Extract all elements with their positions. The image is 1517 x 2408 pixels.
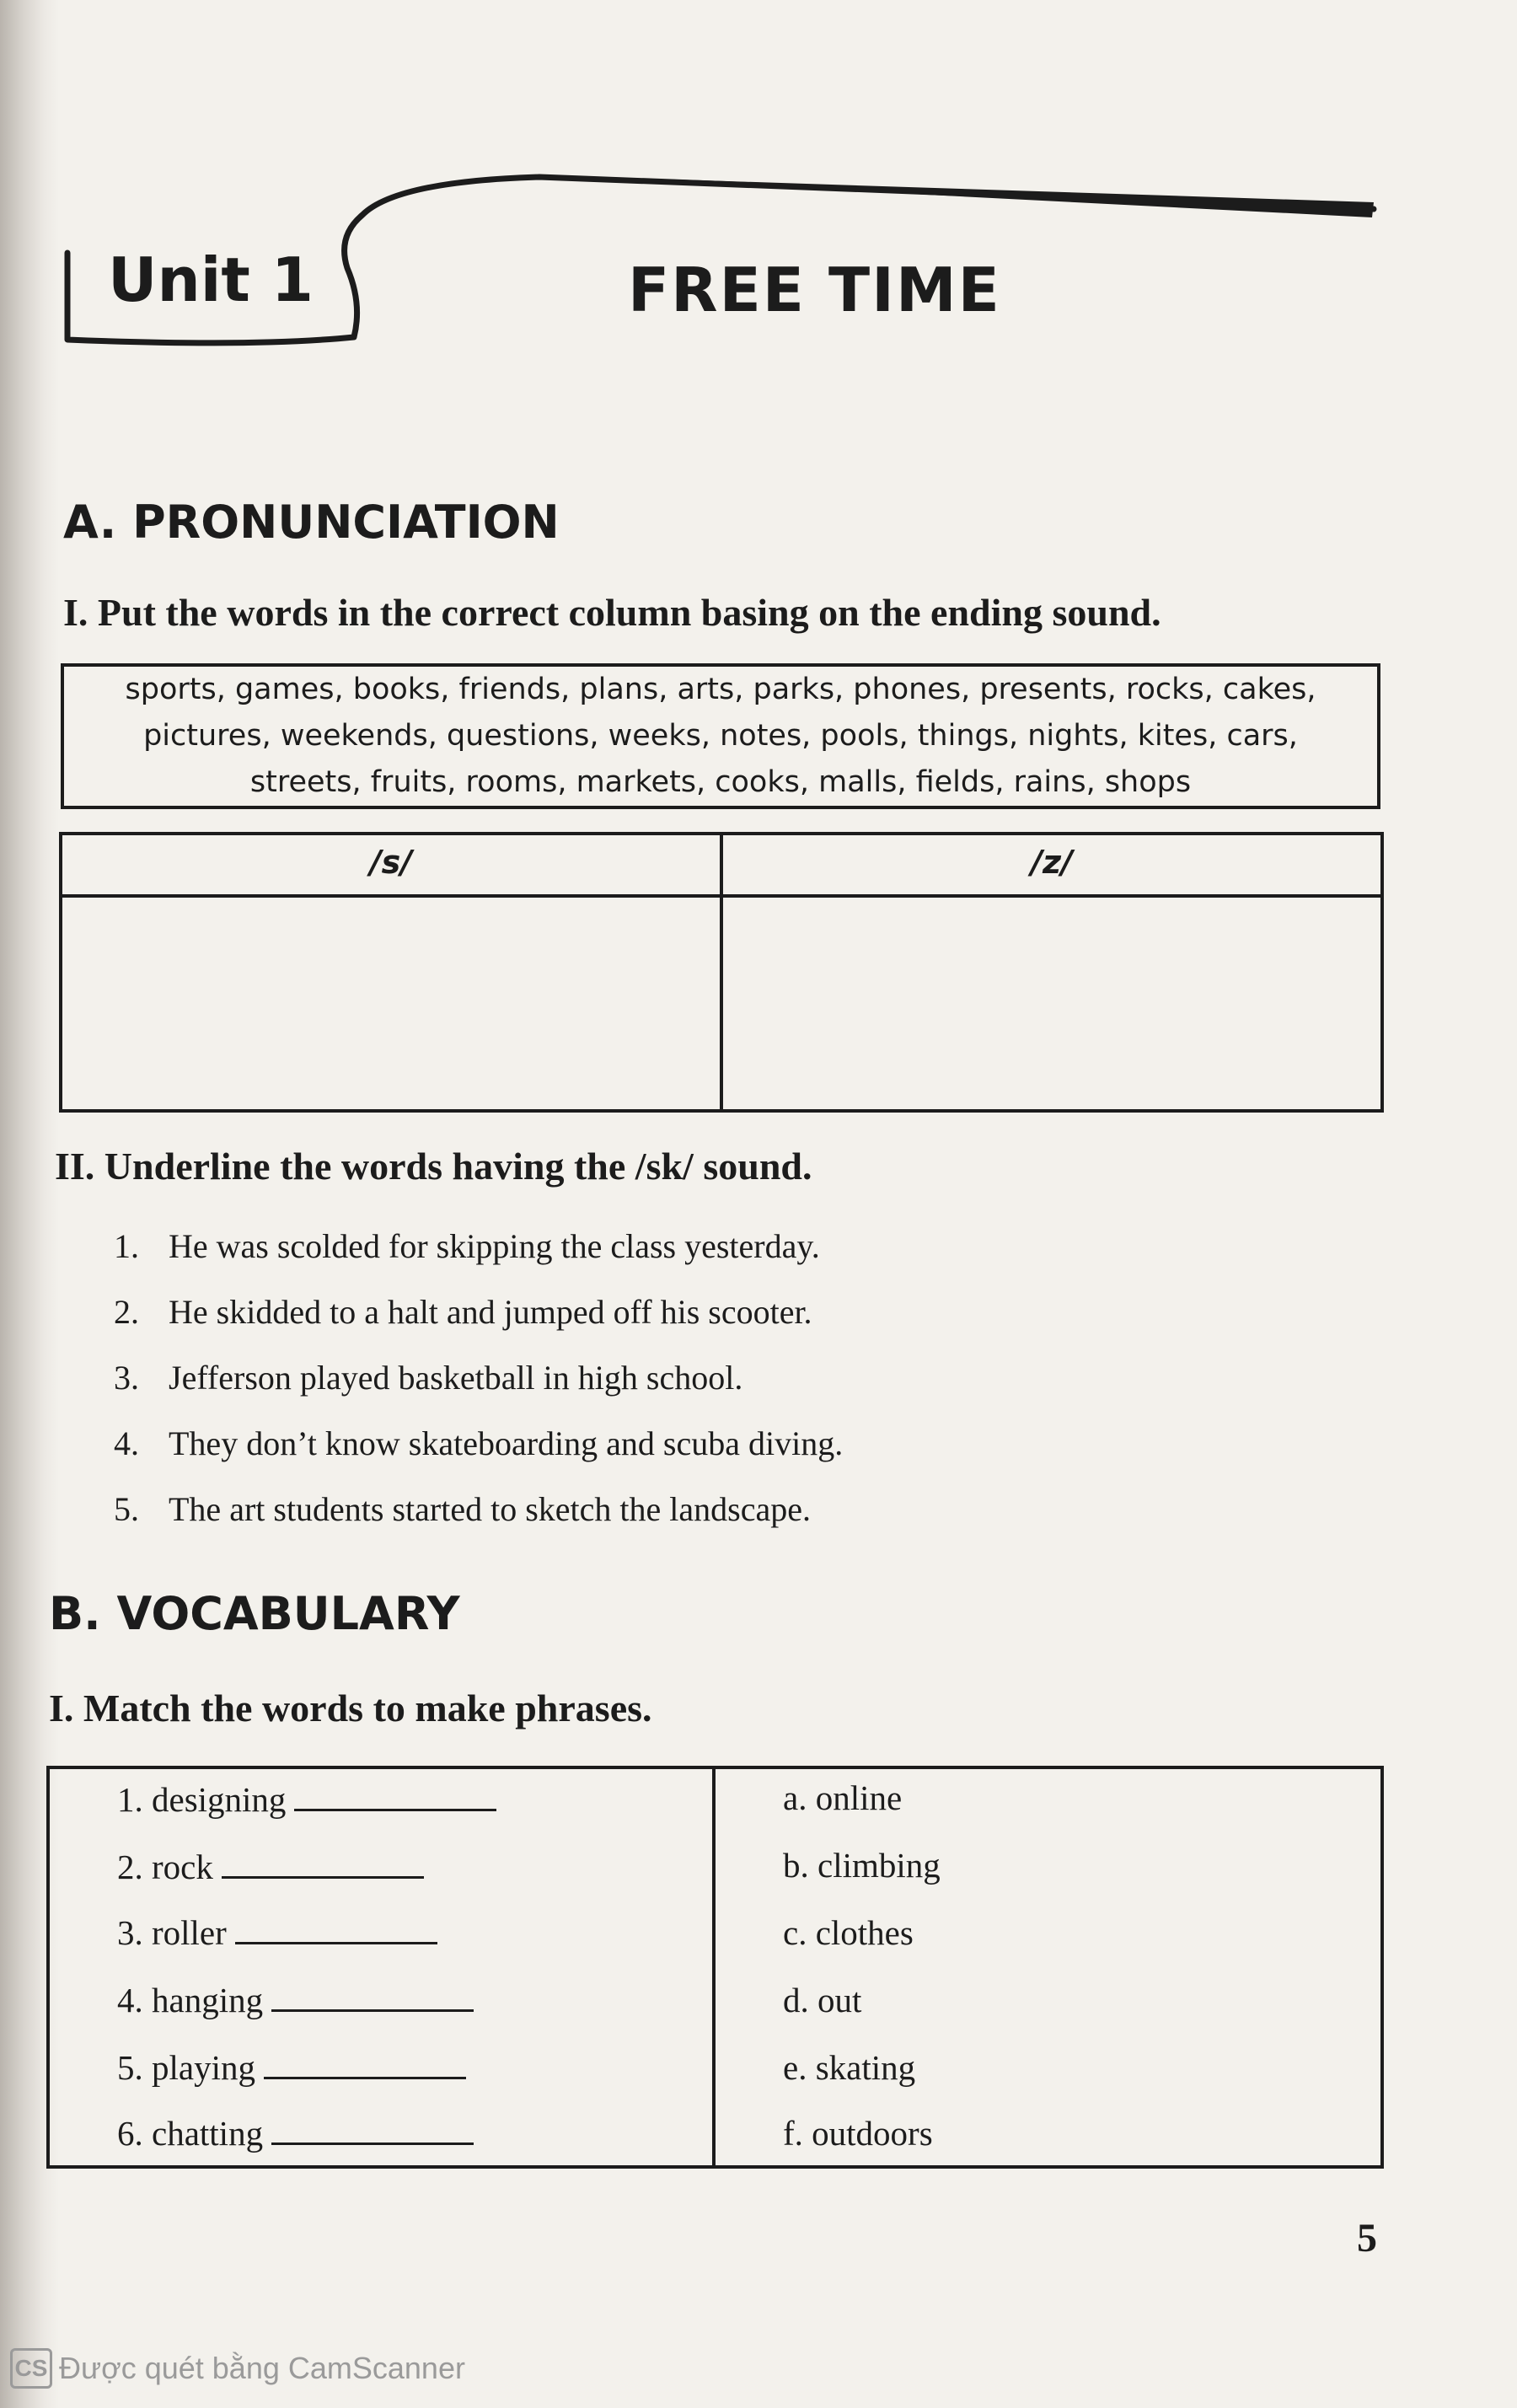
- match-left-item: [117, 2047, 466, 2088]
- sentence-number: 2.: [114, 1293, 139, 1331]
- sentence-number: 1.: [114, 1227, 139, 1265]
- match-right-item: b. climbing: [783, 1846, 941, 1885]
- section-b-heading: B. VOCABULARY: [49, 1587, 460, 1640]
- page-number: 5: [1357, 2216, 1377, 2261]
- sentence-text: He was scolded for skipping the class yesterday.: [169, 1227, 820, 1265]
- unit-title: FREE TIME: [628, 255, 1001, 325]
- match-right-item: f. outdoors: [783, 2114, 933, 2153]
- watermark-text: Được quét bằng CamScanner: [59, 2351, 465, 2385]
- sentence-item: [114, 1226, 820, 1266]
- match-left-item: [117, 2113, 474, 2153]
- column-header-z: /z/: [1031, 844, 1073, 881]
- sentence-item: [114, 1292, 812, 1332]
- unit-label: Unit 1: [108, 244, 314, 315]
- pronunciation-exercise-1-heading: I. Put the words in the correct column basing on the ending sound.: [63, 591, 1161, 634]
- sound-sort-table: [59, 832, 1384, 1113]
- unit-header: [0, 0, 1517, 388]
- answer-blank[interactable]: [271, 2137, 474, 2145]
- match-left-word: 4. hanging: [117, 1981, 264, 2019]
- match-left-item: [117, 1847, 424, 1887]
- column-header-s: /s/: [369, 844, 413, 881]
- matching-table: [46, 1766, 1384, 2169]
- word-list-box: [61, 663, 1380, 809]
- sentence-number: 4.: [114, 1424, 139, 1462]
- match-right-item: c. clothes: [783, 1913, 914, 1952]
- answer-blank[interactable]: [235, 1937, 437, 1944]
- sentence-text: He skidded to a halt and jumped off his scooter.: [169, 1293, 812, 1331]
- match-left-word: 6. chatting: [117, 2114, 264, 2153]
- match-right-item: a. online: [783, 1778, 903, 1817]
- answer-blank[interactable]: [264, 2072, 466, 2079]
- match-left-word: 1. designing: [117, 1780, 287, 1819]
- sentence-text: The art students started to sketch the landscape.: [169, 1490, 811, 1528]
- match-left-word: 3. roller: [117, 1913, 227, 1952]
- sentence-text: They don’t know skateboarding and scuba diving.: [169, 1424, 844, 1462]
- pronunciation-exercise-2-heading: II. Underline the words having the /sk/ sound.: [55, 1145, 812, 1188]
- match-left-item: [117, 1980, 474, 2020]
- answer-blank[interactable]: [294, 1804, 496, 1811]
- sentence-item: [114, 1489, 811, 1529]
- sentence-number: 5.: [114, 1490, 139, 1528]
- match-right-item: d. out: [783, 1981, 862, 2019]
- match-right-item: e. skating: [783, 2048, 916, 2087]
- match-left-item: [117, 1779, 496, 1820]
- matching-table-divider: [712, 1769, 716, 2165]
- sentence-number: 3.: [114, 1359, 139, 1397]
- camscanner-logo-icon: CS: [10, 2348, 52, 2389]
- vocabulary-exercise-1-heading: I. Match the words to make phrases.: [49, 1687, 652, 1730]
- section-a-heading: A. PRONUNCIATION: [63, 496, 560, 549]
- match-left-word: 2. rock: [117, 1848, 213, 1886]
- camscanner-watermark: [10, 2346, 465, 2391]
- answer-blank[interactable]: [222, 1871, 424, 1879]
- word-list: sports, games, books, friends, plans, arts, parks, phones, presents, rocks, cakes, pictures, weekends, questions, weeks, notes, pools, things, nights, kites, cars, streets, fruits, rooms, markets, cooks, malls, fields, rains, shops: [125, 673, 1316, 799]
- column-z-answer-area[interactable]: [723, 898, 1380, 1109]
- match-left-word: 5. playing: [117, 2048, 255, 2087]
- answer-blank[interactable]: [271, 2004, 474, 2012]
- sentence-item: [114, 1424, 843, 1463]
- column-s-answer-area[interactable]: [62, 898, 720, 1109]
- sentence-text: Jefferson played basketball in high school.: [169, 1359, 743, 1397]
- sentence-item: [114, 1358, 742, 1397]
- match-left-item: [117, 1912, 437, 1953]
- unit-header-banner: [0, 0, 1517, 388]
